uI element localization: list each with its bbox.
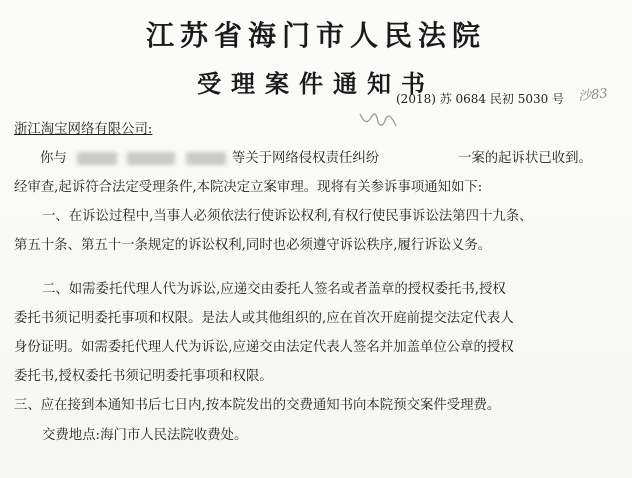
notice-line-9: 三、应在接到本通知书后七日内,按本院发出的交费通知书向本院预交案件受理费。 bbox=[14, 398, 501, 413]
notice-line-4: 第五十条、第五十一条规定的诉讼权利,同时也必须遵守诉讼秩序,履行诉讼义务。 bbox=[14, 238, 492, 253]
notice-line-6: 委托书须记明委托事项和权限。是法人或其他组织的,应在首次开庭前提交法定代表人 bbox=[14, 311, 514, 326]
line1-prefix: 你与 bbox=[40, 151, 67, 166]
line1-suffix: 一案的起诉状已收到。 bbox=[458, 151, 592, 166]
court-name: 江苏省海门市人民法院 bbox=[145, 19, 486, 52]
notice-line-3: 一、在诉讼过程中,当事人必须依法行使诉讼权利,有权行使民事诉讼法第四十九条、 bbox=[42, 209, 533, 224]
handwritten-note: 沙83 bbox=[577, 86, 609, 105]
notice-line-2: 经审查,起诉符合法定受理条件,本院决定立案审理。现将有关参诉事项通知如下: bbox=[14, 180, 483, 195]
document-title: 受理案件通知书 bbox=[197, 69, 435, 98]
line1-mid: 等关于网络侵权责任纠纷 bbox=[231, 151, 380, 166]
notice-line-1 bbox=[40, 149, 592, 169]
addressee: 浙江淘宝网络有限公司: bbox=[14, 122, 153, 137]
handwritten-scribble-mark bbox=[356, 108, 402, 134]
notice-line-5: 二、如需委托代理人代为诉讼,应递交由委托人签名或者盖章的授权委托书,授权 bbox=[42, 282, 506, 297]
redacted-party-1 bbox=[77, 152, 117, 165]
redacted-party-2 bbox=[127, 152, 175, 165]
case-number: (2018) 苏 0684 民初 5030 号 bbox=[396, 92, 565, 106]
notice-line-10: 交费地点:海门市人民法院收费处。 bbox=[42, 428, 248, 443]
notice-line-8: 委托书,授权委托书须记明委托事项和权限。 bbox=[14, 369, 273, 384]
notice-line-7: 身份证明。如需委托代理人代为诉讼,应递交由法定代表人签名并加盖单位公章的授权 bbox=[14, 340, 514, 355]
redacted-party-3 bbox=[186, 152, 226, 165]
